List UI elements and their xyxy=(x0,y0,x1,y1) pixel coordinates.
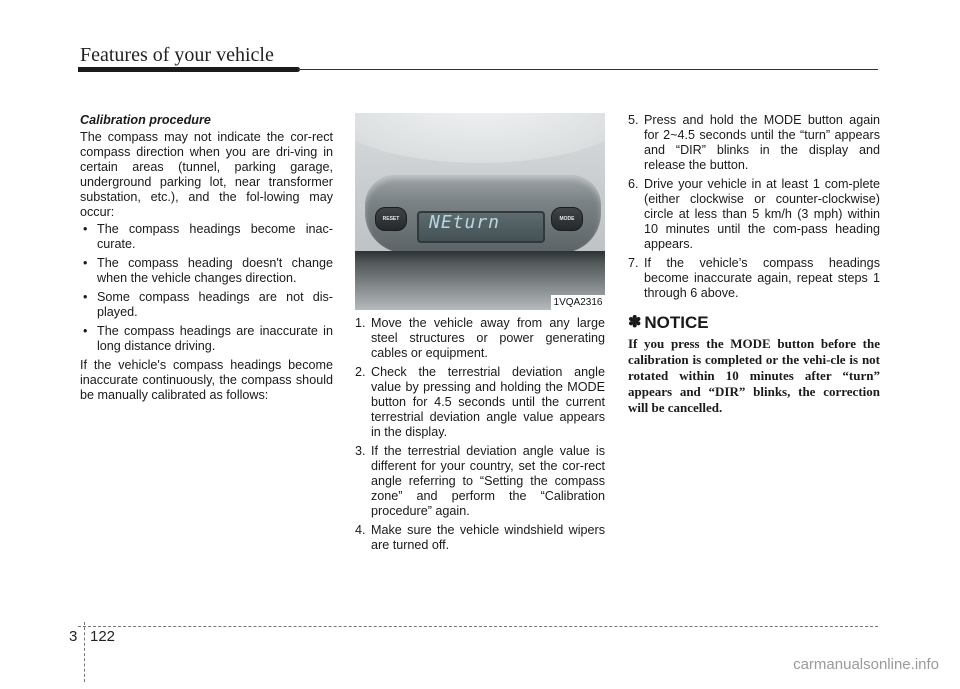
headliner-shape xyxy=(355,113,605,163)
header-rule-thick xyxy=(78,67,300,72)
list-item: • The compass headings are inaccurate in long distance driving. xyxy=(80,324,333,354)
list-item: • The compass heading doesn't change when the vehicle changes direction. xyxy=(80,256,333,286)
list-item: 2. Check the terrestrial deviation angle value by pressing and holding the MODE button for 4.5 seconds until the current terrestrial deviation angle value appears in the display. xyxy=(355,365,605,439)
list-item: 4. Make sure the vehicle windshield wipers are turned off. xyxy=(355,523,605,552)
footer-divider xyxy=(84,622,85,682)
display-readout: NEturn xyxy=(429,212,501,233)
asterisk-icon: ✽ xyxy=(628,314,642,331)
notice-heading xyxy=(628,315,880,330)
header-rule-thin xyxy=(298,69,878,70)
list-item: 5. Press and hold the MODE button again for 2~4.5 seconds until the “turn” appears and “DIR” blinks in the display and release the button. xyxy=(628,113,880,172)
compass-display xyxy=(417,211,545,243)
list-item: 1. Move the vehicle away from any large steel structures or power generating cables or equipment. xyxy=(355,316,605,360)
notice-title: NOTICE xyxy=(644,313,709,332)
list-item: 7. If the vehicle’s compass headings become inaccurate again, repeat steps 1 through 6 above. xyxy=(628,256,880,300)
column-right xyxy=(628,113,880,416)
compass-console-photo xyxy=(355,113,605,310)
list-item: • Some compass headings are not dis-played. xyxy=(80,290,333,320)
page-title: Features of your vehicle xyxy=(80,44,274,66)
list-item: 3. If the terrestrial deviation angle value is different for your country, set the cor-rect angle referring to “Setting the compass zone” and perform the “Calibration procedure” again. xyxy=(355,444,605,518)
list-item: 6. Drive your vehicle in at least 1 com-plete (either clockwise or counter-clockwise) circle at less than 5 km/h (3 mph) within 10 minutes until the com-pass heading appears. xyxy=(628,177,880,251)
notice-body: If you press the MODE button before the calibration is completed or the vehi-cle is not rotated within 10 minutes after “turn” appears and “DIR” blinks, the correction will be cancelled. xyxy=(628,336,880,415)
steps-list-part1 xyxy=(355,316,605,553)
column-middle xyxy=(355,113,605,557)
figure-code: 1VQA2316 xyxy=(551,295,605,310)
page-number: 122 xyxy=(90,628,116,645)
symptom-list xyxy=(80,222,333,354)
outro-paragraph: If the vehicle's compass headings become inaccurate continuously, the compass should be manually calibrated as follows: xyxy=(80,358,333,402)
watermark: carmanualsonline.info xyxy=(793,656,939,673)
list-item: • The compass headings become inac-curate. xyxy=(80,222,333,252)
mode-button-illustration: MODE xyxy=(551,207,583,231)
steps-list-part2 xyxy=(628,113,880,301)
reset-button-illustration: RESET xyxy=(375,207,407,231)
chapter-number: 3 xyxy=(69,628,78,645)
column-left xyxy=(80,113,333,403)
section-subheading: Calibration procedure xyxy=(80,113,211,127)
intro-paragraph: The compass may not indicate the cor-rect compass direction when you are dri-ving in certain areas (tunnel, parking garage, underground parking lot, near transformer substation, etc.), and the fol-lowing may occur: xyxy=(80,130,333,219)
footer-rule xyxy=(78,626,878,627)
